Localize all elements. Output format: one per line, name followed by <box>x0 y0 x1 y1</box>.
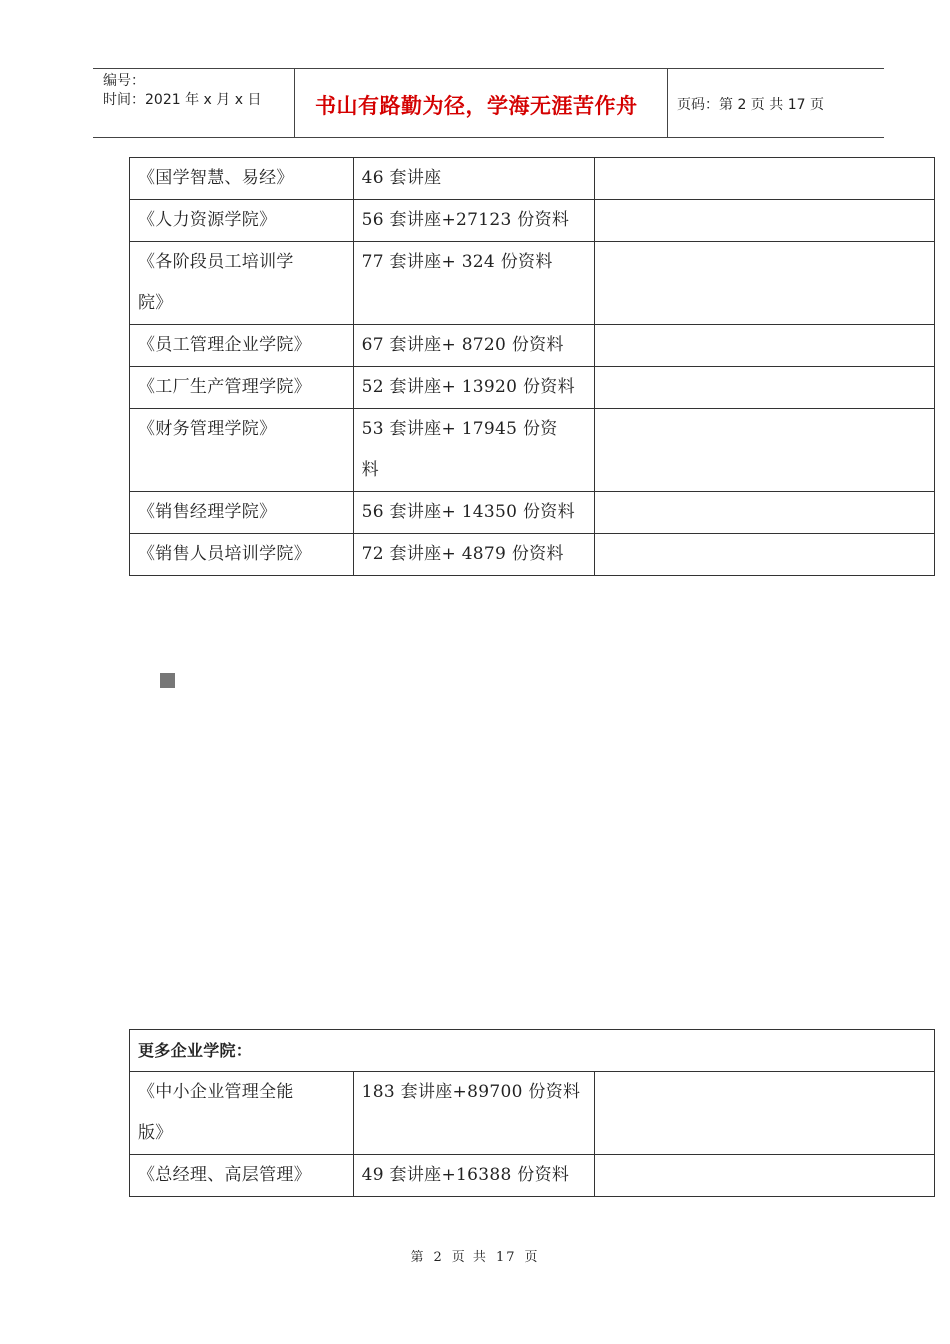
course-content: 52 套讲座+ 13920 份资料 <box>353 367 595 409</box>
table-row <box>130 367 935 409</box>
course-content: 72 套讲座+ 4879 份资料 <box>353 534 595 576</box>
course-name: 《人力资源学院》 <box>130 200 354 242</box>
course-name: 《销售人员培训学院》 <box>130 534 354 576</box>
more-courses-table <box>129 1029 935 1197</box>
course-extra <box>595 534 935 576</box>
course-name: 《销售经理学院》 <box>130 492 354 534</box>
course-extra <box>595 200 935 242</box>
code-label: 编号： <box>103 73 145 89</box>
time-line: 时间：2021 年 x 月 x 日 <box>103 92 262 108</box>
table-heading: 更多企业学院： <box>130 1030 935 1072</box>
course-table <box>129 157 935 576</box>
course-content: 56 套讲座+27123 份资料 <box>353 200 595 242</box>
table-row <box>130 325 935 367</box>
table-row <box>130 492 935 534</box>
footer-middle: 页 共 <box>451 1250 488 1265</box>
motto: 书山有路勤为径，学海无涯苦作舟 <box>315 94 638 118</box>
course-content: 49 套讲座+16388 份资料 <box>353 1155 595 1197</box>
course-content: 56 套讲座+ 14350 份资料 <box>353 492 595 534</box>
course-extra <box>595 1072 935 1155</box>
table-row <box>130 409 935 492</box>
course-name-line: 《中小企业管理全能 <box>138 1082 294 1102</box>
course-extra <box>595 367 935 409</box>
course-name: 《员工管理企业学院》 <box>130 325 354 367</box>
course-name <box>130 242 354 325</box>
footer-total-pages: 17 <box>495 1250 517 1265</box>
page-header <box>93 68 884 138</box>
course-extra <box>595 1155 935 1197</box>
table-heading-row <box>130 1030 935 1072</box>
course-name-line: 版》 <box>138 1123 173 1143</box>
course-extra <box>595 409 935 492</box>
table-row <box>130 1072 935 1155</box>
footer-suffix: 页 <box>524 1250 540 1265</box>
table-row <box>130 534 935 576</box>
page-info: 页码：第 2 页 共 17 页 <box>677 97 824 113</box>
course-content: 46 套讲座 <box>353 158 595 200</box>
header-meta <box>93 69 295 137</box>
course-extra <box>595 325 935 367</box>
course-content: 67 套讲座+ 8720 份资料 <box>353 325 595 367</box>
course-content-line: 料 <box>361 460 379 480</box>
course-name: 《工厂生产管理学院》 <box>130 367 354 409</box>
table-row <box>130 200 935 242</box>
course-name: 《总经理、高层管理》 <box>130 1155 354 1197</box>
header-motto-cell <box>295 69 668 137</box>
course-name-line: 院》 <box>138 293 173 313</box>
course-name-line: 《各阶段员工培训学 <box>138 252 294 272</box>
bullet-square-icon <box>160 673 175 688</box>
course-name: 《国学智慧、易经》 <box>130 158 354 200</box>
footer-prefix: 第 <box>410 1250 426 1265</box>
course-content: 183 套讲座+89700 份资料 <box>353 1072 595 1155</box>
course-extra <box>595 158 935 200</box>
table-row <box>130 242 935 325</box>
course-name <box>130 1072 354 1155</box>
table-row <box>130 1155 935 1197</box>
course-content-line: 53 套讲座+ 17945 份资 <box>361 419 558 439</box>
course-content <box>353 409 595 492</box>
footer-current-page: 2 <box>433 1250 444 1265</box>
course-extra <box>595 492 935 534</box>
course-content: 77 套讲座+ 324 份资料 <box>353 242 595 325</box>
course-name: 《财务管理学院》 <box>130 409 354 492</box>
table-row <box>130 158 935 200</box>
page-footer <box>0 1246 950 1265</box>
course-extra <box>595 242 935 325</box>
